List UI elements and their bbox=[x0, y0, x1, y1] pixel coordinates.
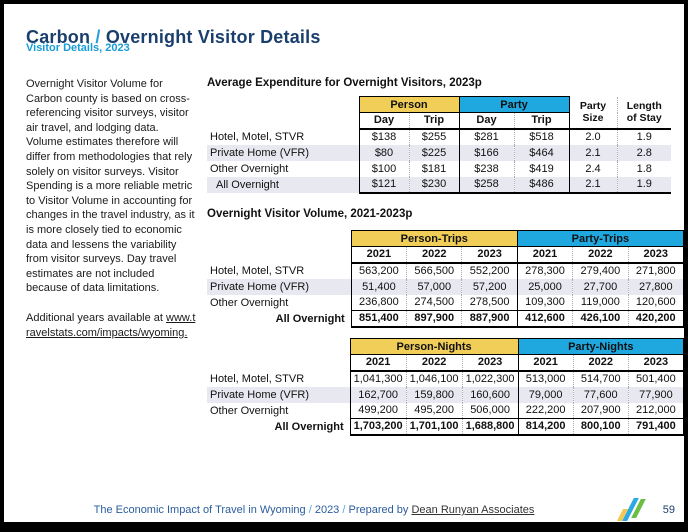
year-header: 2022 bbox=[407, 247, 462, 263]
row-label: Other Overnight bbox=[210, 162, 289, 175]
party-trips-group-header: Party-Trips bbox=[517, 231, 683, 247]
value-cell: 1.9 bbox=[617, 177, 671, 193]
year-header-row bbox=[207, 247, 684, 263]
col-header: Trip bbox=[409, 113, 459, 129]
sidebar-additional: Additional years available at www.travelstats.com/impacts/wyoming. bbox=[26, 311, 196, 339]
year-header: 2021 bbox=[517, 247, 572, 263]
value-cell: 79,000 bbox=[518, 387, 573, 403]
page-title-county: Carbon bbox=[26, 27, 91, 48]
row-label: All Overnight bbox=[274, 420, 344, 433]
year-header: 2023 bbox=[462, 355, 518, 371]
table-row bbox=[207, 295, 684, 311]
value-cell: 162,700 bbox=[350, 387, 406, 403]
col-header: Trip bbox=[514, 113, 569, 129]
expenditure-table-title: Average Expenditure for Overnight Visitors, 2023p bbox=[207, 77, 482, 89]
value-cell: $238 bbox=[459, 161, 514, 177]
value-cell: $181 bbox=[409, 161, 459, 177]
year-header: 2023 bbox=[628, 355, 683, 371]
value-cell: 51,400 bbox=[351, 279, 406, 295]
value-cell: 279,400 bbox=[573, 263, 628, 279]
value-cell: 791,400 bbox=[628, 419, 683, 435]
table-row-total bbox=[207, 177, 671, 193]
row-label: Private Home (VFR) bbox=[207, 387, 350, 403]
group-header-row bbox=[207, 231, 684, 247]
value-cell: 2.1 bbox=[569, 177, 617, 193]
value-cell: 800,100 bbox=[573, 419, 628, 435]
value-cell: 513,000 bbox=[518, 371, 573, 387]
row-label: All Overnight bbox=[275, 312, 345, 325]
value-cell: 2.8 bbox=[617, 145, 671, 161]
value-cell: 501,400 bbox=[628, 371, 683, 387]
value-cell: $486 bbox=[514, 177, 569, 193]
value-cell: 77,900 bbox=[628, 387, 683, 403]
volume-trips-table bbox=[207, 230, 684, 328]
value-cell: 1,022,300 bbox=[462, 371, 518, 387]
table-row bbox=[207, 161, 671, 177]
value-cell: $518 bbox=[514, 129, 569, 145]
row-label: Hotel, Motel, STVR bbox=[210, 130, 305, 143]
value-cell: 1,703,200 bbox=[350, 419, 406, 435]
expenditure-table bbox=[207, 96, 671, 194]
year-header: 2023 bbox=[462, 247, 517, 263]
table-row bbox=[207, 263, 684, 279]
value-cell: 57,000 bbox=[407, 279, 462, 295]
table-row bbox=[207, 129, 671, 145]
value-cell: 274,500 bbox=[407, 295, 462, 311]
page-title-separator: / bbox=[90, 27, 106, 48]
dean-runyan-link[interactable]: Dean Runyan Associates bbox=[411, 504, 535, 516]
value-cell: 271,800 bbox=[628, 263, 683, 279]
year-header: 2022 bbox=[406, 355, 462, 371]
value-cell: 1,041,300 bbox=[350, 371, 406, 387]
value-cell: 77,600 bbox=[573, 387, 628, 403]
value-cell: $255 bbox=[409, 129, 459, 145]
year-header-row bbox=[207, 355, 684, 371]
col-header: Day bbox=[459, 113, 514, 129]
group-header-row bbox=[207, 97, 671, 113]
value-cell: 278,500 bbox=[462, 295, 517, 311]
value-cell: 207,900 bbox=[573, 403, 628, 419]
value-cell: 222,200 bbox=[518, 403, 573, 419]
length-of-stay-header: Length of Stay bbox=[617, 97, 671, 129]
party-size-header: Party Size bbox=[569, 97, 617, 129]
row-label: Hotel, Motel, STVR bbox=[210, 372, 305, 385]
page-number: 59 bbox=[662, 504, 675, 516]
table-row bbox=[207, 403, 684, 419]
group-header-row bbox=[207, 339, 684, 355]
value-cell: $464 bbox=[514, 145, 569, 161]
travelstats-link[interactable]: www.travelstats.com/impacts/wyoming. bbox=[26, 311, 196, 339]
person-group-header: Person bbox=[359, 97, 459, 113]
value-cell: 2.4 bbox=[585, 162, 601, 175]
value-cell: $80 bbox=[359, 145, 409, 161]
row-label: All Overnight bbox=[207, 177, 359, 193]
value-cell: $281 bbox=[459, 129, 514, 145]
year-header: 2022 bbox=[573, 355, 628, 371]
value-cell: 25,000 bbox=[517, 279, 572, 295]
value-cell: 27,800 bbox=[628, 279, 683, 295]
table-row bbox=[207, 279, 684, 295]
footer-caption: The Economic Impact of Travel in Wyoming / 2023 / Prepared by Dean Runyan Associates bbox=[93, 504, 535, 516]
row-label: Hotel, Motel, STVR bbox=[210, 264, 305, 277]
party-group-header: Party bbox=[459, 97, 569, 113]
value-cell: 851,400 bbox=[351, 311, 406, 327]
value-cell: 109,300 bbox=[517, 295, 572, 311]
year-header: 2021 bbox=[351, 247, 406, 263]
col-header: Day bbox=[359, 113, 409, 129]
value-cell: 887,900 bbox=[462, 311, 517, 327]
row-label: Private Home (VFR) bbox=[207, 145, 359, 161]
value-cell: 1,688,800 bbox=[462, 419, 518, 435]
dean-runyan-logo-icon bbox=[620, 497, 646, 521]
value-cell: 814,200 bbox=[518, 419, 573, 435]
value-cell: $225 bbox=[409, 145, 459, 161]
volume-nights-table bbox=[207, 338, 684, 436]
value-cell: 236,800 bbox=[351, 295, 406, 311]
row-label: Private Home (VFR) bbox=[207, 279, 351, 295]
value-cell: 566,500 bbox=[407, 263, 462, 279]
value-cell: 159,800 bbox=[406, 387, 462, 403]
value-cell: 420,200 bbox=[628, 311, 683, 327]
value-cell: 212,000 bbox=[628, 403, 683, 419]
value-cell: 495,200 bbox=[406, 403, 462, 419]
row-label: Other Overnight bbox=[210, 404, 289, 417]
value-cell: 897,900 bbox=[407, 311, 462, 327]
sidebar-note bbox=[26, 77, 198, 355]
value-cell: 1.8 bbox=[617, 161, 671, 177]
value-cell: $419 bbox=[514, 161, 569, 177]
table-row-total bbox=[207, 419, 684, 435]
year-header: 2023 bbox=[628, 247, 683, 263]
value-cell: $258 bbox=[459, 177, 514, 193]
value-cell: 2.0 bbox=[585, 131, 601, 143]
value-cell: 499,200 bbox=[350, 403, 406, 419]
value-cell: 120,600 bbox=[628, 295, 683, 311]
value-cell: 426,100 bbox=[573, 311, 628, 327]
table-row bbox=[207, 371, 684, 387]
value-cell: 278,300 bbox=[517, 263, 572, 279]
table-row bbox=[207, 145, 671, 161]
person-nights-group-header: Person-Nights bbox=[350, 339, 518, 355]
value-cell: $230 bbox=[409, 177, 459, 193]
party-nights-group-header: Party-Nights bbox=[518, 339, 683, 355]
value-cell: 27,700 bbox=[573, 279, 628, 295]
value-cell: 2.1 bbox=[569, 145, 617, 161]
person-trips-group-header: Person-Trips bbox=[351, 231, 517, 247]
page-title-rest: Overnight Visitor Details bbox=[105, 27, 321, 48]
value-cell: 412,600 bbox=[517, 311, 572, 327]
value-cell: 552,200 bbox=[462, 263, 517, 279]
value-cell: 1.9 bbox=[617, 129, 671, 145]
value-cell: 1,701,100 bbox=[406, 419, 462, 435]
value-cell: 506,000 bbox=[462, 403, 518, 419]
value-cell: 160,600 bbox=[462, 387, 518, 403]
table-row-total bbox=[207, 311, 684, 327]
value-cell: $138 bbox=[359, 129, 409, 145]
value-cell: $100 bbox=[359, 161, 409, 177]
year-header: 2021 bbox=[350, 355, 406, 371]
year-header: 2021 bbox=[518, 355, 573, 371]
page-subtitle: Visitor Details, 2023 bbox=[26, 42, 130, 54]
volume-table-title: Overnight Visitor Volume, 2021-2023p bbox=[207, 208, 413, 220]
table-row bbox=[207, 387, 684, 403]
row-label: Other Overnight bbox=[210, 296, 289, 309]
year-header: 2022 bbox=[573, 247, 628, 263]
value-cell: 57,200 bbox=[462, 279, 517, 295]
value-cell: $166 bbox=[459, 145, 514, 161]
value-cell: 563,200 bbox=[351, 263, 406, 279]
sidebar-paragraph: Overnight Visitor Volume for Carbon county is based on cross-referencing visitor surveys, visitor air travel, and lodging data. Volume estimates therefore will differ from methodologies that rely solely on visitor surveys. Visitor Spending is a more reliable metric to Visitor Volume in accounting for changes in the travel industry, as it is more closely tied to economic data and lessens the variability from visitor surveys. Day travel estimates are not included because of data limitations. bbox=[26, 78, 195, 295]
value-cell: 1,046,100 bbox=[406, 371, 462, 387]
value-cell: 514,700 bbox=[573, 371, 628, 387]
value-cell: $121 bbox=[359, 177, 409, 193]
value-cell: 119,000 bbox=[573, 295, 628, 311]
